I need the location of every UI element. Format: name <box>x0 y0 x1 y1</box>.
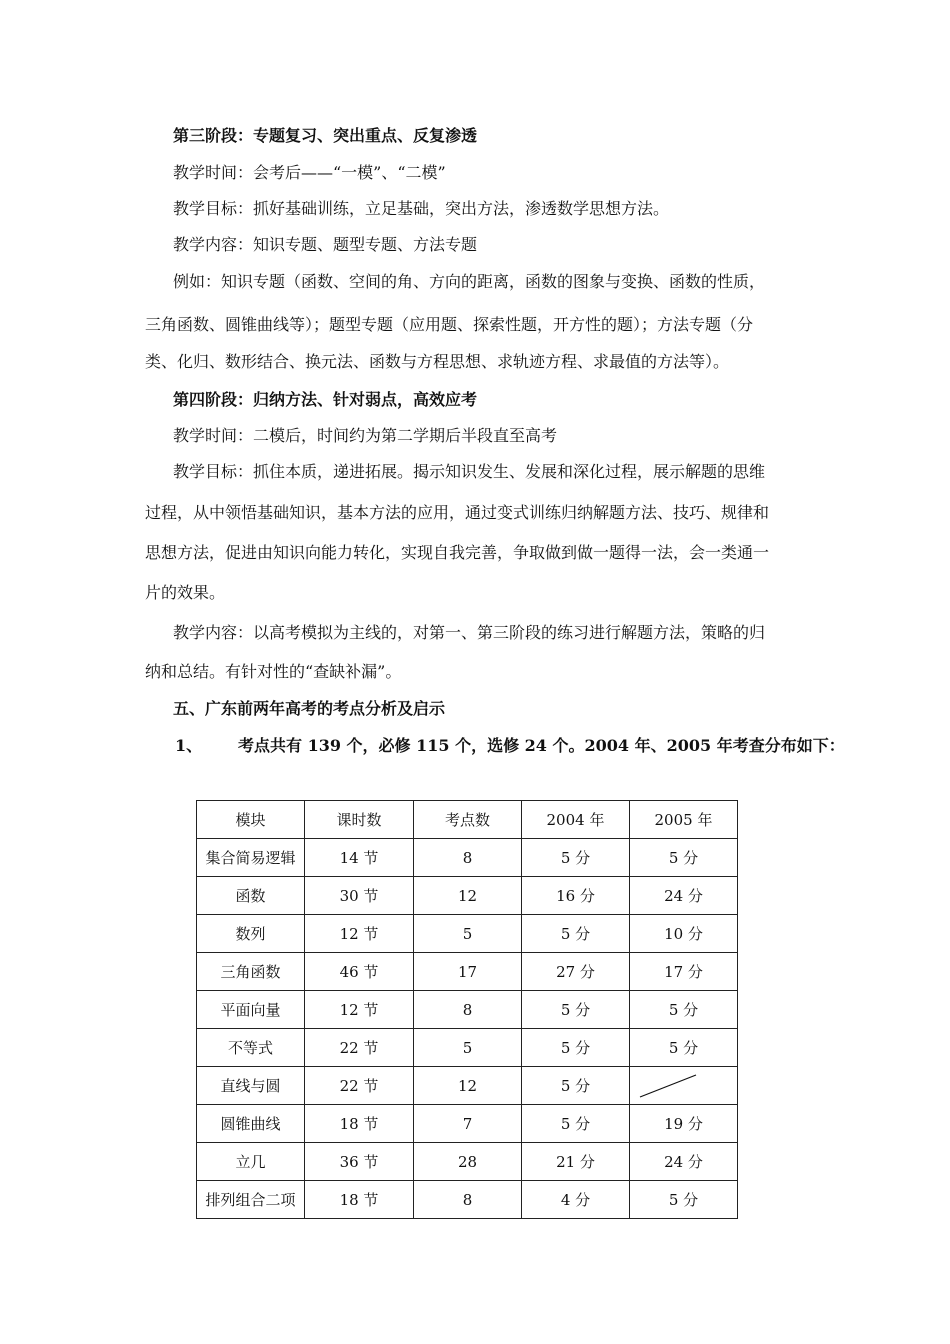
table-cell: 5 分 <box>630 1029 738 1067</box>
table-row <box>197 877 738 915</box>
table-row <box>197 1143 738 1181</box>
table-cell: 12 节 <box>305 915 414 953</box>
table-cell: 17 <box>414 953 522 991</box>
empty-cell-slash <box>630 1067 738 1105</box>
stage4-content-line-2: 纳和总结。有针对性的“查缺补漏”。 <box>145 662 402 681</box>
table-cell: 5 分 <box>630 839 738 877</box>
table-cell: 平面向量 <box>197 991 305 1029</box>
table-row <box>197 1029 738 1067</box>
table-cell: 函数 <box>197 877 305 915</box>
section5-heading: 五、广东前两年高考的考点分析及启示 <box>173 699 446 718</box>
stage3-goal: 教学目标：抓好基础训练，立足基础，突出方法，渗透数学思想方法。 <box>173 199 670 218</box>
diagonal-slash-mark <box>630 1067 737 1104</box>
table-cell: 集合简易逻辑 <box>197 839 305 877</box>
table-cell: 5 分 <box>522 991 630 1029</box>
header-cell: 2005 年 <box>630 801 738 839</box>
stage4-goal-line-3: 思想方法，促进由知识向能力转化，实现自我完善，争取做到做一题得一法，会一类通一 <box>145 543 770 562</box>
table-cell: 30 节 <box>305 877 414 915</box>
stage3-time: 教学时间：会考后——“一模”、“二模” <box>173 163 446 182</box>
stage3-heading: 第三阶段：专题复习、突出重点、反复渗透 <box>173 126 478 145</box>
stage4-goal-line-4: 片的效果。 <box>145 583 226 602</box>
table-cell: 5 分 <box>630 991 738 1029</box>
table-cell: 12 <box>414 1067 522 1105</box>
stage4-heading: 第四阶段：归纳方法、针对弱点，高效应考 <box>173 390 478 409</box>
stage4-goal-line-1: 教学目标：抓住本质，递进拓展。揭示知识发生、发展和深化过程，展示解题的思维 <box>173 462 766 481</box>
header-cell: 2004 年 <box>522 801 630 839</box>
table-header-row <box>197 801 738 839</box>
table-row <box>197 1181 738 1219</box>
stage3-example-line-1: 例如：知识专题（函数、空间的角、方向的距离，函数的图象与变换、函数的性质， <box>173 272 766 291</box>
table-cell: 立几 <box>197 1143 305 1181</box>
table-cell: 19 分 <box>630 1105 738 1143</box>
header-cell: 课时数 <box>305 801 414 839</box>
table-cell: 22 节 <box>305 1067 414 1105</box>
stage3-example-line-2: 三角函数、圆锥曲线等）；题型专题（应用题、探索性题，开方性的题）；方法专题（分 <box>145 315 754 334</box>
table-cell: 5 分 <box>522 839 630 877</box>
table-cell: 5 <box>414 915 522 953</box>
table-cell: 10 分 <box>630 915 738 953</box>
stage3-content: 教学内容：知识专题、题型专题、方法专题 <box>173 235 478 254</box>
table-cell: 排列组合二项 <box>197 1181 305 1219</box>
table-cell: 5 分 <box>522 1105 630 1143</box>
table-cell: 27 分 <box>522 953 630 991</box>
table-row <box>197 991 738 1029</box>
table-cell: 直线与圆 <box>197 1067 305 1105</box>
table-cell: 28 <box>414 1143 522 1181</box>
table-cell: 12 节 <box>305 991 414 1029</box>
exam-points-table <box>196 800 738 1219</box>
stage4-time: 教学时间：二模后，时间约为第二学期后半段直至高考 <box>173 426 558 445</box>
header-cell: 考点数 <box>414 801 522 839</box>
table-cell: 不等式 <box>197 1029 305 1067</box>
table-row <box>197 1067 738 1105</box>
table-cell: 5 分 <box>522 1029 630 1067</box>
section5-item-text: 考点共有 139 个，必修 115 个，选修 24 个。2004 年、2005 年考查分布如下： <box>238 736 845 755</box>
table-row <box>197 1105 738 1143</box>
table-cell: 8 <box>414 839 522 877</box>
table-cell: 18 节 <box>305 1105 414 1143</box>
table-row <box>197 953 738 991</box>
table-cell: 36 节 <box>305 1143 414 1181</box>
stage4-goal-line-2: 过程，从中领悟基础知识，基本方法的应用，通过变式训练归纳解题方法、技巧、规律和 <box>145 503 770 522</box>
table-cell: 21 分 <box>522 1143 630 1181</box>
table-cell: 18 节 <box>305 1181 414 1219</box>
table-row <box>197 915 738 953</box>
stage4-content-line-1: 教学内容：以高考模拟为主线的，对第一、第三阶段的练习进行解题方法，策略的归 <box>173 623 766 642</box>
table-cell: 数列 <box>197 915 305 953</box>
table-cell: 22 节 <box>305 1029 414 1067</box>
table-cell: 4 分 <box>522 1181 630 1219</box>
table-cell: 14 节 <box>305 839 414 877</box>
table-cell: 5 分 <box>630 1181 738 1219</box>
table-cell: 7 <box>414 1105 522 1143</box>
header-cell: 模块 <box>197 801 305 839</box>
table-cell: 16 分 <box>522 877 630 915</box>
table-cell: 8 <box>414 991 522 1029</box>
table-cell: 8 <box>414 1181 522 1219</box>
table-cell: 12 <box>414 877 522 915</box>
table-cell: 5 分 <box>522 1067 630 1105</box>
section5-item-number: 1、 <box>175 736 203 755</box>
table-cell: 24 分 <box>630 877 738 915</box>
table-cell: 24 分 <box>630 1143 738 1181</box>
table-cell: 17 分 <box>630 953 738 991</box>
table-cell: 5 <box>414 1029 522 1067</box>
table-cell: 46 节 <box>305 953 414 991</box>
table-cell: 5 分 <box>522 915 630 953</box>
table-cell: 圆锥曲线 <box>197 1105 305 1143</box>
table-row <box>197 839 738 877</box>
stage3-example-line-3: 类、化归、数形结合、换元法、函数与方程思想、求轨迹方程、求最值的方法等）。 <box>145 352 730 371</box>
table-cell: 三角函数 <box>197 953 305 991</box>
